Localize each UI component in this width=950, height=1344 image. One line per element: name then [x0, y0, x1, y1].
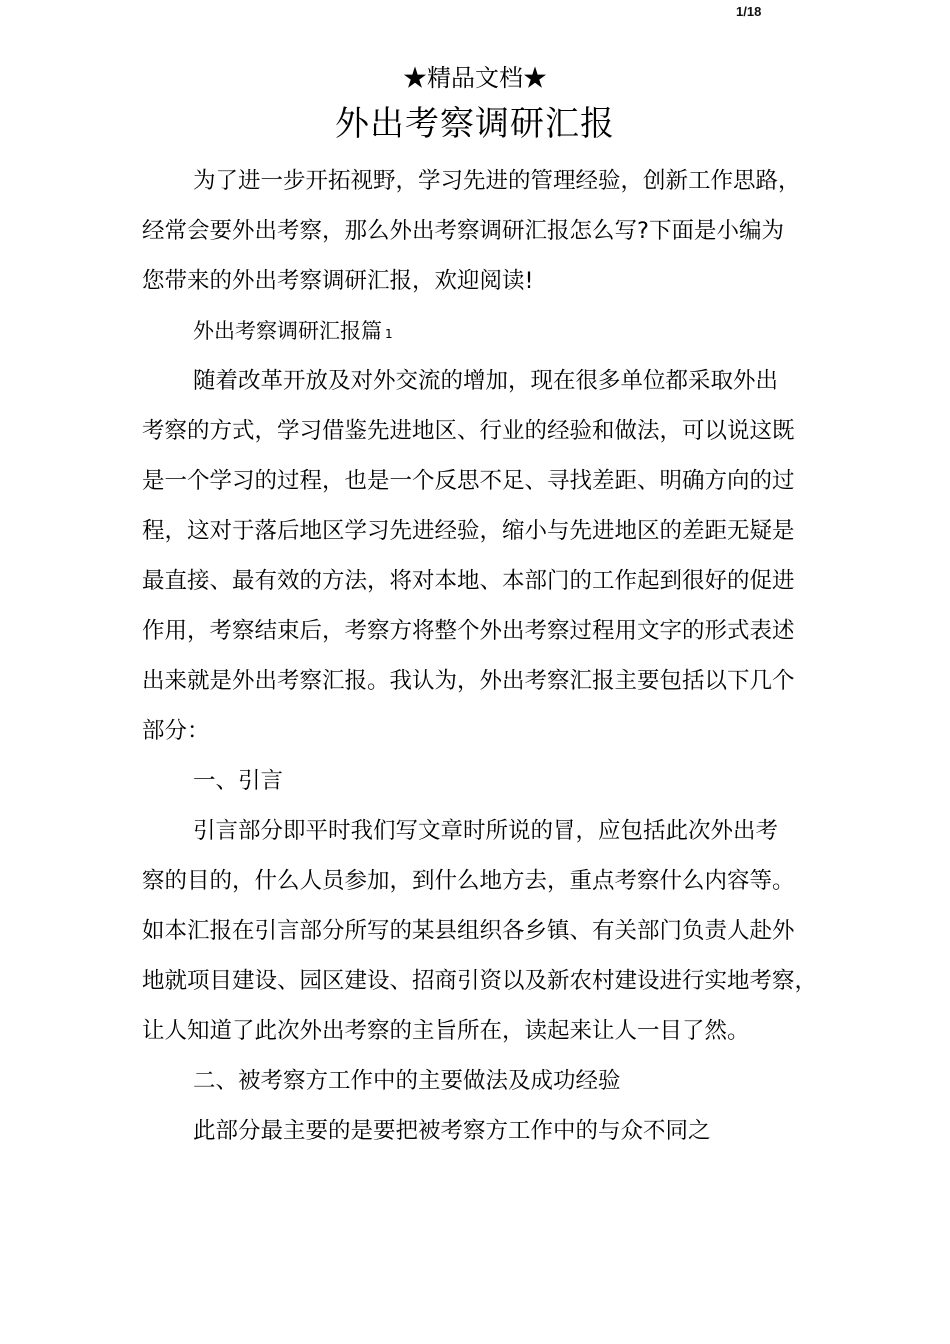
- document-title: 外出考察调研汇报: [335, 104, 615, 144]
- paragraph-line: 让人知道了此次外出考察的主旨所在，读起来让人一目了然。: [142, 1018, 750, 1044]
- paragraph-line: 是一个学习的过程，也是一个反思不足、寻找差距、明确方向的过: [142, 468, 795, 494]
- paragraph-line: 为了进一步开拓视野，学习先进的管理经验，创新工作思路，: [193, 168, 801, 194]
- paragraph-line: 经常会要外出考察，那么外出考察调研汇报怎么写?下面是小编为: [142, 218, 784, 244]
- paragraph-line: 您带来的外出考察调研汇报，欢迎阅读!: [142, 268, 534, 294]
- section-heading-text: 外出考察调研汇报篇: [193, 319, 382, 343]
- paragraph-line: 随着改革开放及对外交流的增加，现在很多单位都采取外出: [193, 368, 779, 394]
- paragraph-line: 此部分最主要的是要把被考察方工作中的与众不同之: [193, 1118, 711, 1144]
- paragraph-line: 作用，考察结束后，考察方将整个外出考察过程用文字的形式表述: [142, 618, 795, 644]
- page-number: 1/18: [736, 4, 762, 19]
- paragraph-line: 考察的方式，学习借鉴先进地区、行业的经验和做法，可以说这既: [142, 418, 795, 444]
- subheading-introduction: 一、引言: [193, 768, 284, 794]
- paragraph-line: 引言部分即平时我们写文章时所说的冒，应包括此次外出考: [193, 818, 779, 844]
- paragraph-line: 察的目的，什么人员参加，到什么地方去，重点考察什么内容等。: [142, 868, 795, 894]
- document-banner: ★精品文档★: [403, 64, 547, 92]
- section-heading: [193, 316, 393, 349]
- subheading-practices: 二、被考察方工作中的主要做法及成功经验: [193, 1068, 621, 1094]
- paragraph-line: 部分：: [142, 718, 210, 744]
- paragraph-line: 如本汇报在引言部分所写的某县组织各乡镇、有关部门负责人赴外: [142, 918, 795, 944]
- paragraph-line: 最直接、最有效的方法，将对本地、本部门的工作起到很好的促进: [142, 568, 795, 594]
- paragraph-line: 地就项目建设、园区建设、招商引资以及新农村建设进行实地考察，: [142, 968, 818, 994]
- section-heading-number: 1: [385, 327, 393, 341]
- paragraph-line: 出来就是外出考察汇报。我认为，外出考察汇报主要包括以下几个: [142, 668, 795, 694]
- paragraph-line: 程，这对于落后地区学习先进经验，缩小与先进地区的差距无疑是: [142, 518, 795, 544]
